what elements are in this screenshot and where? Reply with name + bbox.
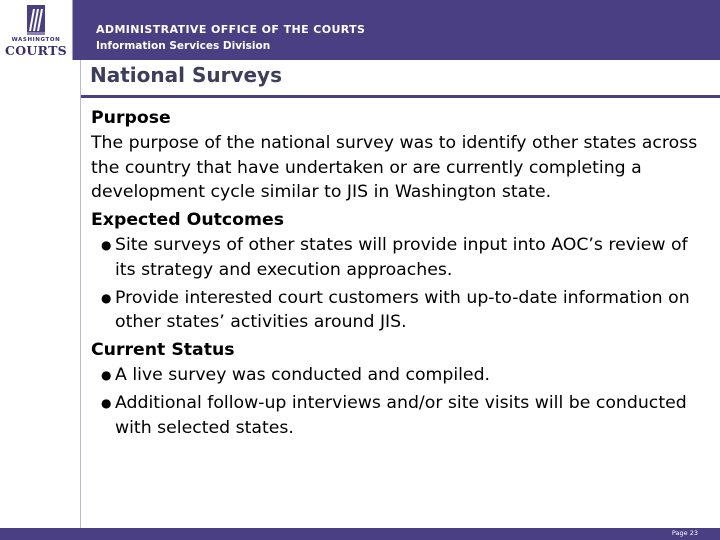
status-text: A live survey was conducted and compiled. <box>115 364 491 385</box>
washington-courts-logo <box>0 0 73 60</box>
header-title: ADMINISTRATIVE OFFICE OF THE COURTS <box>96 23 366 36</box>
list-item <box>101 233 701 283</box>
header-subtitle: Information Services Division <box>96 40 271 52</box>
logo-text-top: WASHINGTON <box>11 37 61 43</box>
outcomes-heading: Expected Outcomes <box>91 210 285 231</box>
slide-content <box>91 106 701 443</box>
purpose-text: The purpose of the national survey was to identify other states across the country that have undertaken or are currently completing a development cycle similar to JIS in Washington state. <box>91 132 698 203</box>
bullet-icon: ● <box>101 290 112 305</box>
bullet-icon: ● <box>101 367 112 382</box>
list-item <box>101 391 701 441</box>
outcome-text: Provide interested court customers with up-to-date information on other states’ activities around JIS. <box>115 287 690 333</box>
logo-text-bottom: COURTS <box>4 43 68 58</box>
bullet-icon: ● <box>101 237 112 252</box>
status-heading: Current Status <box>91 340 235 361</box>
slide-title: National Surveys <box>90 63 282 87</box>
list-item <box>101 363 701 388</box>
left-divider <box>80 60 81 528</box>
status-text: Additional follow-up interviews and/or site visits will be conducted with selected states. <box>115 392 687 438</box>
page-number: Page 23 <box>671 529 698 537</box>
footer-band <box>0 528 720 540</box>
courts-emblem-icon <box>27 5 45 35</box>
outcome-text: Site surveys of other states will provide input into AOC’s review of its strategy and execution approaches. <box>115 234 688 280</box>
title-rule <box>81 95 720 98</box>
purpose-heading: Purpose <box>91 108 171 128</box>
list-item <box>101 286 701 336</box>
bullet-icon: ● <box>101 395 112 410</box>
